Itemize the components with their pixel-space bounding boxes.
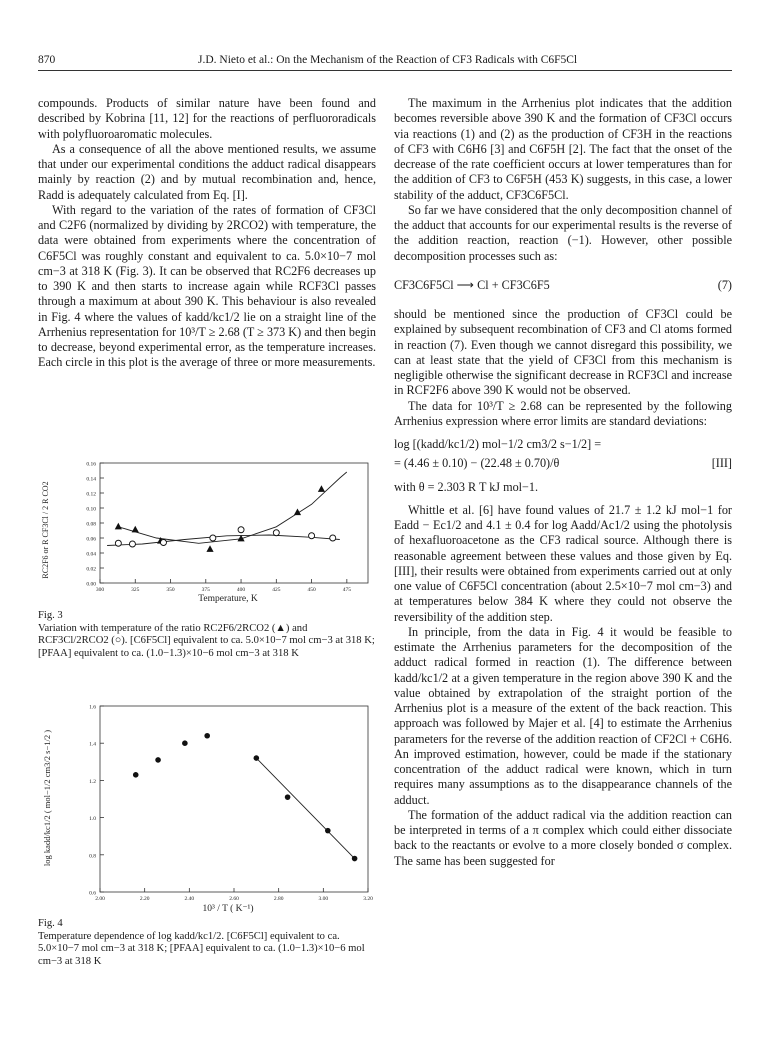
equation-III — [394, 456, 732, 471]
y-tick-label: 0.14 — [86, 476, 96, 483]
circle-point — [129, 541, 135, 547]
data-point — [182, 740, 188, 746]
figure-4-chart — [38, 698, 376, 920]
x-tick-label: 2.00 — [95, 896, 105, 902]
arrhenius-fit-line — [256, 758, 354, 858]
right-paragraph-4: The data for 10³/T ≥ 2.68 can be represented by the following Arrhenius expression where error limits are standard deviations: — [394, 398, 732, 428]
y-tick-label: 1.2 — [89, 778, 96, 785]
header-rule — [38, 70, 732, 71]
right-column — [394, 96, 732, 869]
right-paragraph-3: should be mentioned since the production of CF3Cl could be explained by subsequent recombination of CF3 and Cl atoms formed in reaction (7). Even though we cannot disregard this possibility, we can at least state that the yield of CF3Cl from this mechanism is negligible otherwise the significant decrease in RCF3Cl and increase in RCF2F6 above 390 K would not be observed. — [394, 307, 732, 398]
y-tick-label: 0.8 — [89, 853, 96, 860]
y-tick-label: 1.0 — [89, 816, 96, 823]
triangle-point — [318, 485, 325, 492]
y-tick-label: 0.04 — [86, 551, 96, 558]
page-number: 870 — [38, 54, 56, 66]
right-paragraph-6: In principle, from the data in Fig. 4 it would be feasible to estimate the Arrhenius parameters for the decomposition of the adduct radical formed in reaction (1). The difference between kadd/kc1/2 at a given temperature in the region above 390 K and the value obtained by extrapolation of the straight portion of the Arrhenius plot is a measure of the extent of the back reaction. This approach was followed by Majer et al. [4] to estimate the Arrhenius parameters for the reverse of the addition reaction of CF2Cl + C6H6. An improved estimation, however, could be made if the stationary concentration of the adduct radical were known, which in turn requires many assumptions as to the disappearance channels of the adduct. — [394, 624, 732, 807]
plot-frame — [100, 706, 368, 892]
fig4-caption: Temperature dependence of log kadd/kc1/2. [C6F5Cl] equivalent to ca. 5.0×10−7 mol cm−3 at 318 K; [PFAA] equivalent to ca. (1.0−1.3)×10−6 mol cm−3 at 318 K — [38, 930, 365, 967]
left-paragraph-2: As a consequence of all the above mentioned results, we assume that under our experimental conditions the adduct radical disappears mainly by reaction (2) and by mutual recombination and, hence, Radd is adequately calculated from Eq. [I]. — [38, 141, 376, 202]
triangle-point — [132, 526, 139, 533]
fig4-ylabel: log kadd/kc1/2 ( mol−1/2 cm3/2 s−1/2 ) — [42, 729, 52, 867]
fig4-label: Fig. 4 — [38, 918, 63, 929]
data-point — [254, 755, 260, 761]
x-tick-label: 2.60 — [229, 896, 239, 902]
y-tick-label: 0.12 — [86, 491, 96, 498]
right-paragraph-1: The maximum in the Arrhenius plot indicates that the addition becomes reversible above 390 K and the formation of CF3Cl occurs via reactions (1) and (2) as the production of CF3H in the reactions of CF3 with C6H6 [3] and C6F5H [2]. The fact that the onset of the decrease of the rate coefficient occurs at lower temperatures than for the addition of CF3 to C6F5H (453 K) suggests, in this case, a lower stability of the adduct, CF3C6F5Cl. — [394, 96, 732, 202]
fig4-xlabel: 10³ / T ( K⁻¹) — [202, 904, 254, 914]
data-point — [352, 856, 358, 862]
plot-frame — [100, 463, 368, 583]
fig3-caption: Variation with temperature of the ratio RC2F6/2RCO2 (▲) and RCF3Cl/2RCO2 (○). [C6F5Cl] equivalent to ca. 5.0×10−7 mol cm−3 at 318 K; [PFAA] equivalent to ca. (1.0−1.3)×10−6 mol cm−3 at 318 K — [38, 622, 375, 659]
data-point — [133, 772, 139, 778]
circle-point — [238, 527, 244, 533]
x-tick-label: 300 — [95, 587, 105, 593]
left-paragraph-1: compounds. Products of similar nature have been found and described by Kobrina [11, 12] for the reactions of perfluororadicals with polyfluoroaromatic molecules. — [38, 96, 376, 141]
x-tick-label: 400 — [236, 587, 246, 593]
fig3-label: Fig. 3 — [38, 610, 63, 621]
x-tick-label: 2.20 — [139, 896, 150, 902]
x-tick-label: 425 — [272, 587, 281, 593]
circle-point — [115, 540, 121, 546]
circle-point — [210, 535, 216, 541]
y-tick-label: 0.16 — [86, 461, 96, 468]
x-tick-label: 3.20 — [363, 896, 373, 902]
y-tick-label: 0.06 — [86, 536, 96, 543]
circle-point — [309, 533, 315, 539]
right-paragraph-5: Whittle et al. [6] have found values of 21.7 ± 1.2 kJ mol−1 for Eadd − Ec1/2 and 4.1 ± 0.4 for log Aadd/Ac1/2 using the photolysis of hexafluoroacetone as the CF3 radical source. Although there is reasonable agreement between these values and those given by Eq. [III], their results were obtained from experiments carried out at only one value of C6F5Cl concentration (about 2.5×10−7 mol cm−3) and at temperatures below 384 K where they could not observe the reversibility of the addition step. — [394, 502, 732, 624]
x-tick-label: 325 — [131, 587, 140, 593]
equation-7 — [394, 278, 732, 293]
data-point — [325, 828, 331, 834]
figure-4-caption-block — [38, 918, 376, 968]
left-paragraph-3: With regard to the variation of the rates of formation of CF3Cl and C2F6 (normalized by dividing by 2RCO2) with temperature, the data were obtained from experiments where the concentration of C6F5Cl was roughly constant and equivalent to ca. 5.0×10−7 mol cm−3 at 318 K (Fig. 3). It can be observed that RC2F6 decreases up to 390 K and then starts to increase again while RCF3Cl passes through a maximum at about 390 K. This behaviour is also revealed in Fig. 4 where the values of kadd/kc1/2 lie on a straight line of the Arrhenius representation for 10³/T ≥ 2.68 (T ≥ 373 K) and then begin to decrease, beyond experimental error, as the temperature increases. Each circle in this plot is the average of three or more measurements. — [38, 202, 376, 370]
y-tick-label: 0.08 — [86, 521, 96, 528]
y-tick-label: 0.02 — [86, 566, 96, 573]
circle-point — [273, 530, 279, 536]
x-tick-label: 450 — [307, 587, 316, 593]
right-paragraph-7: The formation of the adduct radical via the addition reaction can be interpreted in terms of a π complex which could either dissociate back to the reactants or evolve to a more closely bonded σ complex. The same has been suggested for — [394, 807, 732, 868]
figure-3-caption-block — [38, 610, 376, 660]
data-point — [285, 794, 291, 800]
equation-7-number: (7) — [717, 277, 732, 292]
y-tick-label: 0.10 — [86, 506, 96, 513]
equation-7-body: CF3C6F5Cl ⟶ Cl + CF3C6F5 — [394, 277, 550, 292]
x-tick-label: 350 — [166, 587, 175, 593]
y-tick-label: 1.6 — [89, 704, 96, 711]
x-tick-label: 2.80 — [273, 896, 284, 902]
x-tick-label: 375 — [201, 587, 210, 593]
y-tick-label: 0.6 — [89, 890, 96, 897]
y-tick-label: 0.00 — [86, 581, 96, 588]
data-point — [204, 733, 210, 739]
circle-point — [160, 540, 166, 546]
fig3-ylabel: RC2F6 or R CF3Cl / 2 R CO2 — [41, 481, 50, 579]
x-tick-label: 2.40 — [184, 896, 195, 902]
equation-III-theta: with θ = 2.303 R T kJ mol−1. — [394, 479, 539, 494]
equation-III-body: = (4.46 ± 0.10) − (22.48 ± 0.70)/θ — [394, 456, 560, 471]
running-title: J.D. Nieto et al.: On the Mechanism of the Reaction of CF3 Radicals with C6F5Cl — [198, 54, 578, 66]
fig3-xlabel: Temperature, K — [198, 594, 258, 603]
equation-III-number: [III] — [711, 456, 732, 471]
x-tick-label: 3.00 — [318, 896, 329, 902]
circle-point — [330, 535, 336, 541]
left-column — [38, 96, 376, 371]
y-tick-label: 1.4 — [89, 741, 96, 748]
figure-3-chart — [38, 455, 376, 603]
right-paragraph-2: So far we have considered that the only decomposition channel of the adduct that accounts for our experimental results is the reverse of the addition reaction, reaction (−1). However, other possible decomposition processes such as: — [394, 202, 732, 263]
triangle-point — [206, 545, 213, 552]
triangle-point — [115, 523, 122, 530]
data-point — [155, 757, 161, 763]
equation-III-line-1: log [(kadd/kc1/2) mol−1/2 cm3/2 s−1/2] = — [394, 437, 602, 451]
x-tick-label: 475 — [342, 587, 351, 593]
